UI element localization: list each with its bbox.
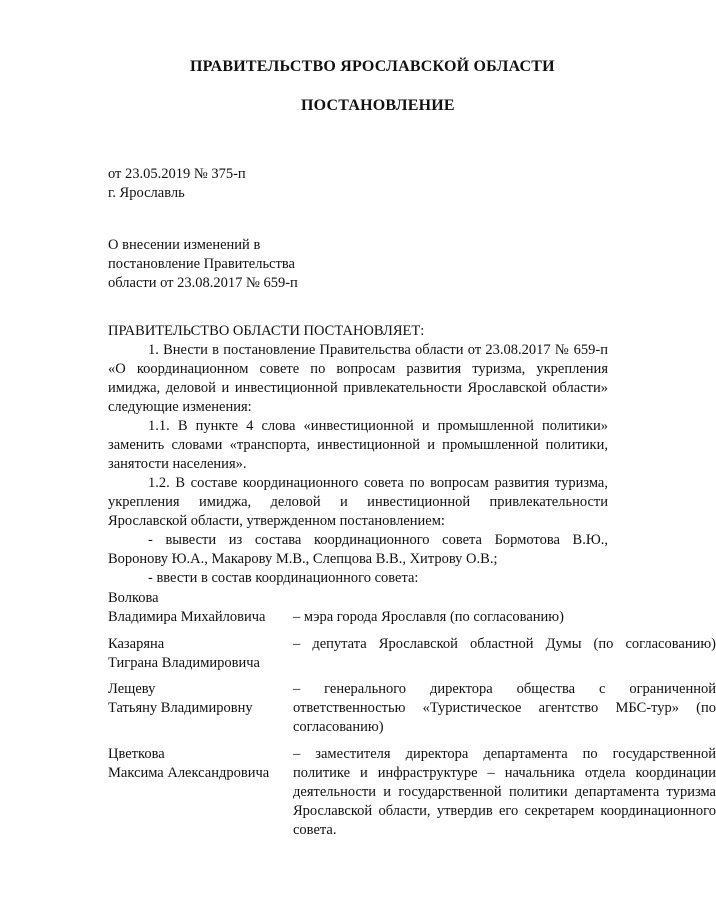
member-given-names: Тиграна Владимировича [108, 655, 260, 671]
member-name [108, 745, 288, 783]
member-row [108, 635, 716, 675]
subject-line: О внесении изменений в [108, 237, 261, 253]
member-role: – депутата Ярославской областной Думы (по согласованию) [293, 636, 716, 652]
member-given-names: Татьяну Владимировну [108, 700, 253, 716]
subject-line: постановление Правительства [108, 256, 295, 272]
remove-members-paragraph: - вывести из состава координационного совета Бормотова В.Ю., Воронову Ю.А., Макарову М.В., Слепцова В.В., Хитрову О.В.; [108, 532, 608, 567]
member-surname: Цветкова [108, 746, 165, 762]
paragraph-1-2: 1.2. В составе координационного совета по вопросам развития туризма, укрепления имиджа, деловой и инвестиционной привлекательности Ярославской области, утвержденном постановлением: [108, 475, 608, 529]
member-role: – заместителя директора департамента по государственной политике и инфраструктуре – начальника отдела координации деятельности и государственной политики департамента туризма Ярославской области, утвердив его секретарем координационного совета. [293, 746, 716, 838]
member-row [108, 680, 716, 740]
subject-line: области от 23.08.2017 № 659-п [108, 275, 298, 291]
member-role: – генерального директора общества с ограниченной ответственностью «Туристическое агентство МБС-тур» (по согласованию) [293, 681, 716, 735]
date-number: от 23.05.2019 № 375-п [108, 166, 246, 182]
member-given-names: Владимира Михайловича [108, 609, 266, 625]
paragraph-1: 1. Внести в постановление Правительства области от 23.08.2017 № 659-п «О координационном совете по вопросам развития туризма, укрепления имиджа, деловой и инвестиционной привлекательности Ярославской области» следующие изменения: [108, 342, 608, 415]
member-name [108, 680, 288, 718]
document-type-title: ПОСТАНОВЛЕНИЕ [301, 97, 455, 114]
member-name [108, 589, 288, 627]
resolve-heading: ПРАВИТЕЛЬСТВО ОБЛАСТИ ПОСТАНОВЛЯЕТ: [108, 323, 425, 339]
member-given-names: Максима Александровича [108, 765, 270, 781]
member-surname: Казаряна [108, 636, 165, 652]
place: г. Ярославль [108, 185, 185, 201]
member-surname: Волкова [108, 590, 159, 606]
member-surname: Лещеву [108, 681, 156, 697]
member-row [108, 745, 716, 845]
member-role: – мэра города Ярославля (по согласованию) [293, 609, 564, 625]
paragraph-1-1: 1.1. В пункте 4 слова «инвестиционной и промышленной политики» заменить словами «транспорта, инвестиционной и промышленной политики, занятости населения». [108, 418, 608, 472]
subject [108, 236, 298, 293]
member-row [108, 589, 608, 629]
government-title: ПРАВИТЕЛЬСТВО ЯРОСЛАВСКОЙ ОБЛАСТИ [190, 58, 555, 75]
add-members-paragraph: - ввести в состав координационного совета: [148, 570, 419, 586]
member-name [108, 635, 288, 673]
